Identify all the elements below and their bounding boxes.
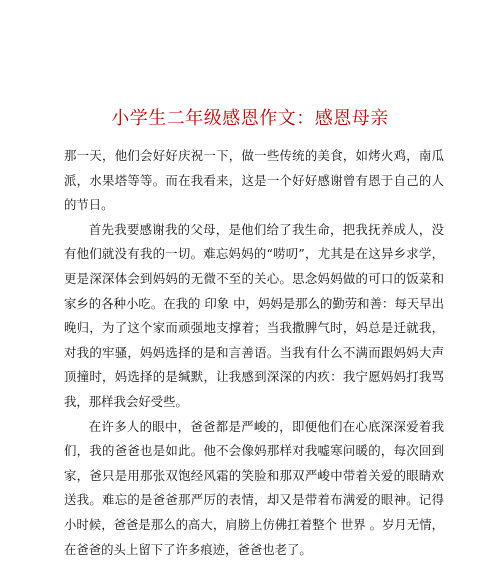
paragraph-father: 在许多人的眼中，爸爸都是严峻的，即便他们在心底深深爱着我们，我的爸爸也是如此。他不会像妈那样对我嘘寒问暖的，每次回到家，爸只是用那张双饱经风霜的笑脸和那双严峻中带着关爱的眼睛欢送我。难忘的是爸爸那严厉的表情，却又是带着布满爱的眼神。记得小时候，爸爸是那么的高大，肩膀上仿佛扛着整个 世界 。岁月无情，在爸爸的头上留下了许多痕迹，爸爸也老了。 bbox=[64, 418, 444, 557]
paragraph-intro: 那一天，他们会好好庆祝一下，做一些传统的美食，如烤火鸡，南瓜派，水果塔等等。而在我看来，这是一个好好感谢曾有恩于自己的人的节日。 bbox=[64, 148, 444, 213]
paragraph-parents-mother: 首先我要感谢我的父母，是他们给了我生命，把我抚养成人，没有他们就没有我的一切。难忘妈妈的“唠叨”，尤其是在这异乡求学，更是深深体会到妈妈的无微不至的关心。思念妈妈做的可口的饭菜和家乡的各种小吃。在我的 印象 中，妈妈是那么的勤劳和善：每天早出晚归，为了这个家而顽强地支撑着；当我撒脾气时，妈总是迁就我，对我的牢骚，妈妈选择的是和言善语。当我有什么不满而跟妈妈大声顶撞时，妈选择的是缄默，让我感到深深的内疚：我宁愿妈妈打我骂我，那样我会好受些。 bbox=[64, 221, 444, 409]
document-title: 小学生二年级感恩作文：感恩母亲 bbox=[111, 108, 389, 129]
document-body bbox=[64, 144, 444, 562]
